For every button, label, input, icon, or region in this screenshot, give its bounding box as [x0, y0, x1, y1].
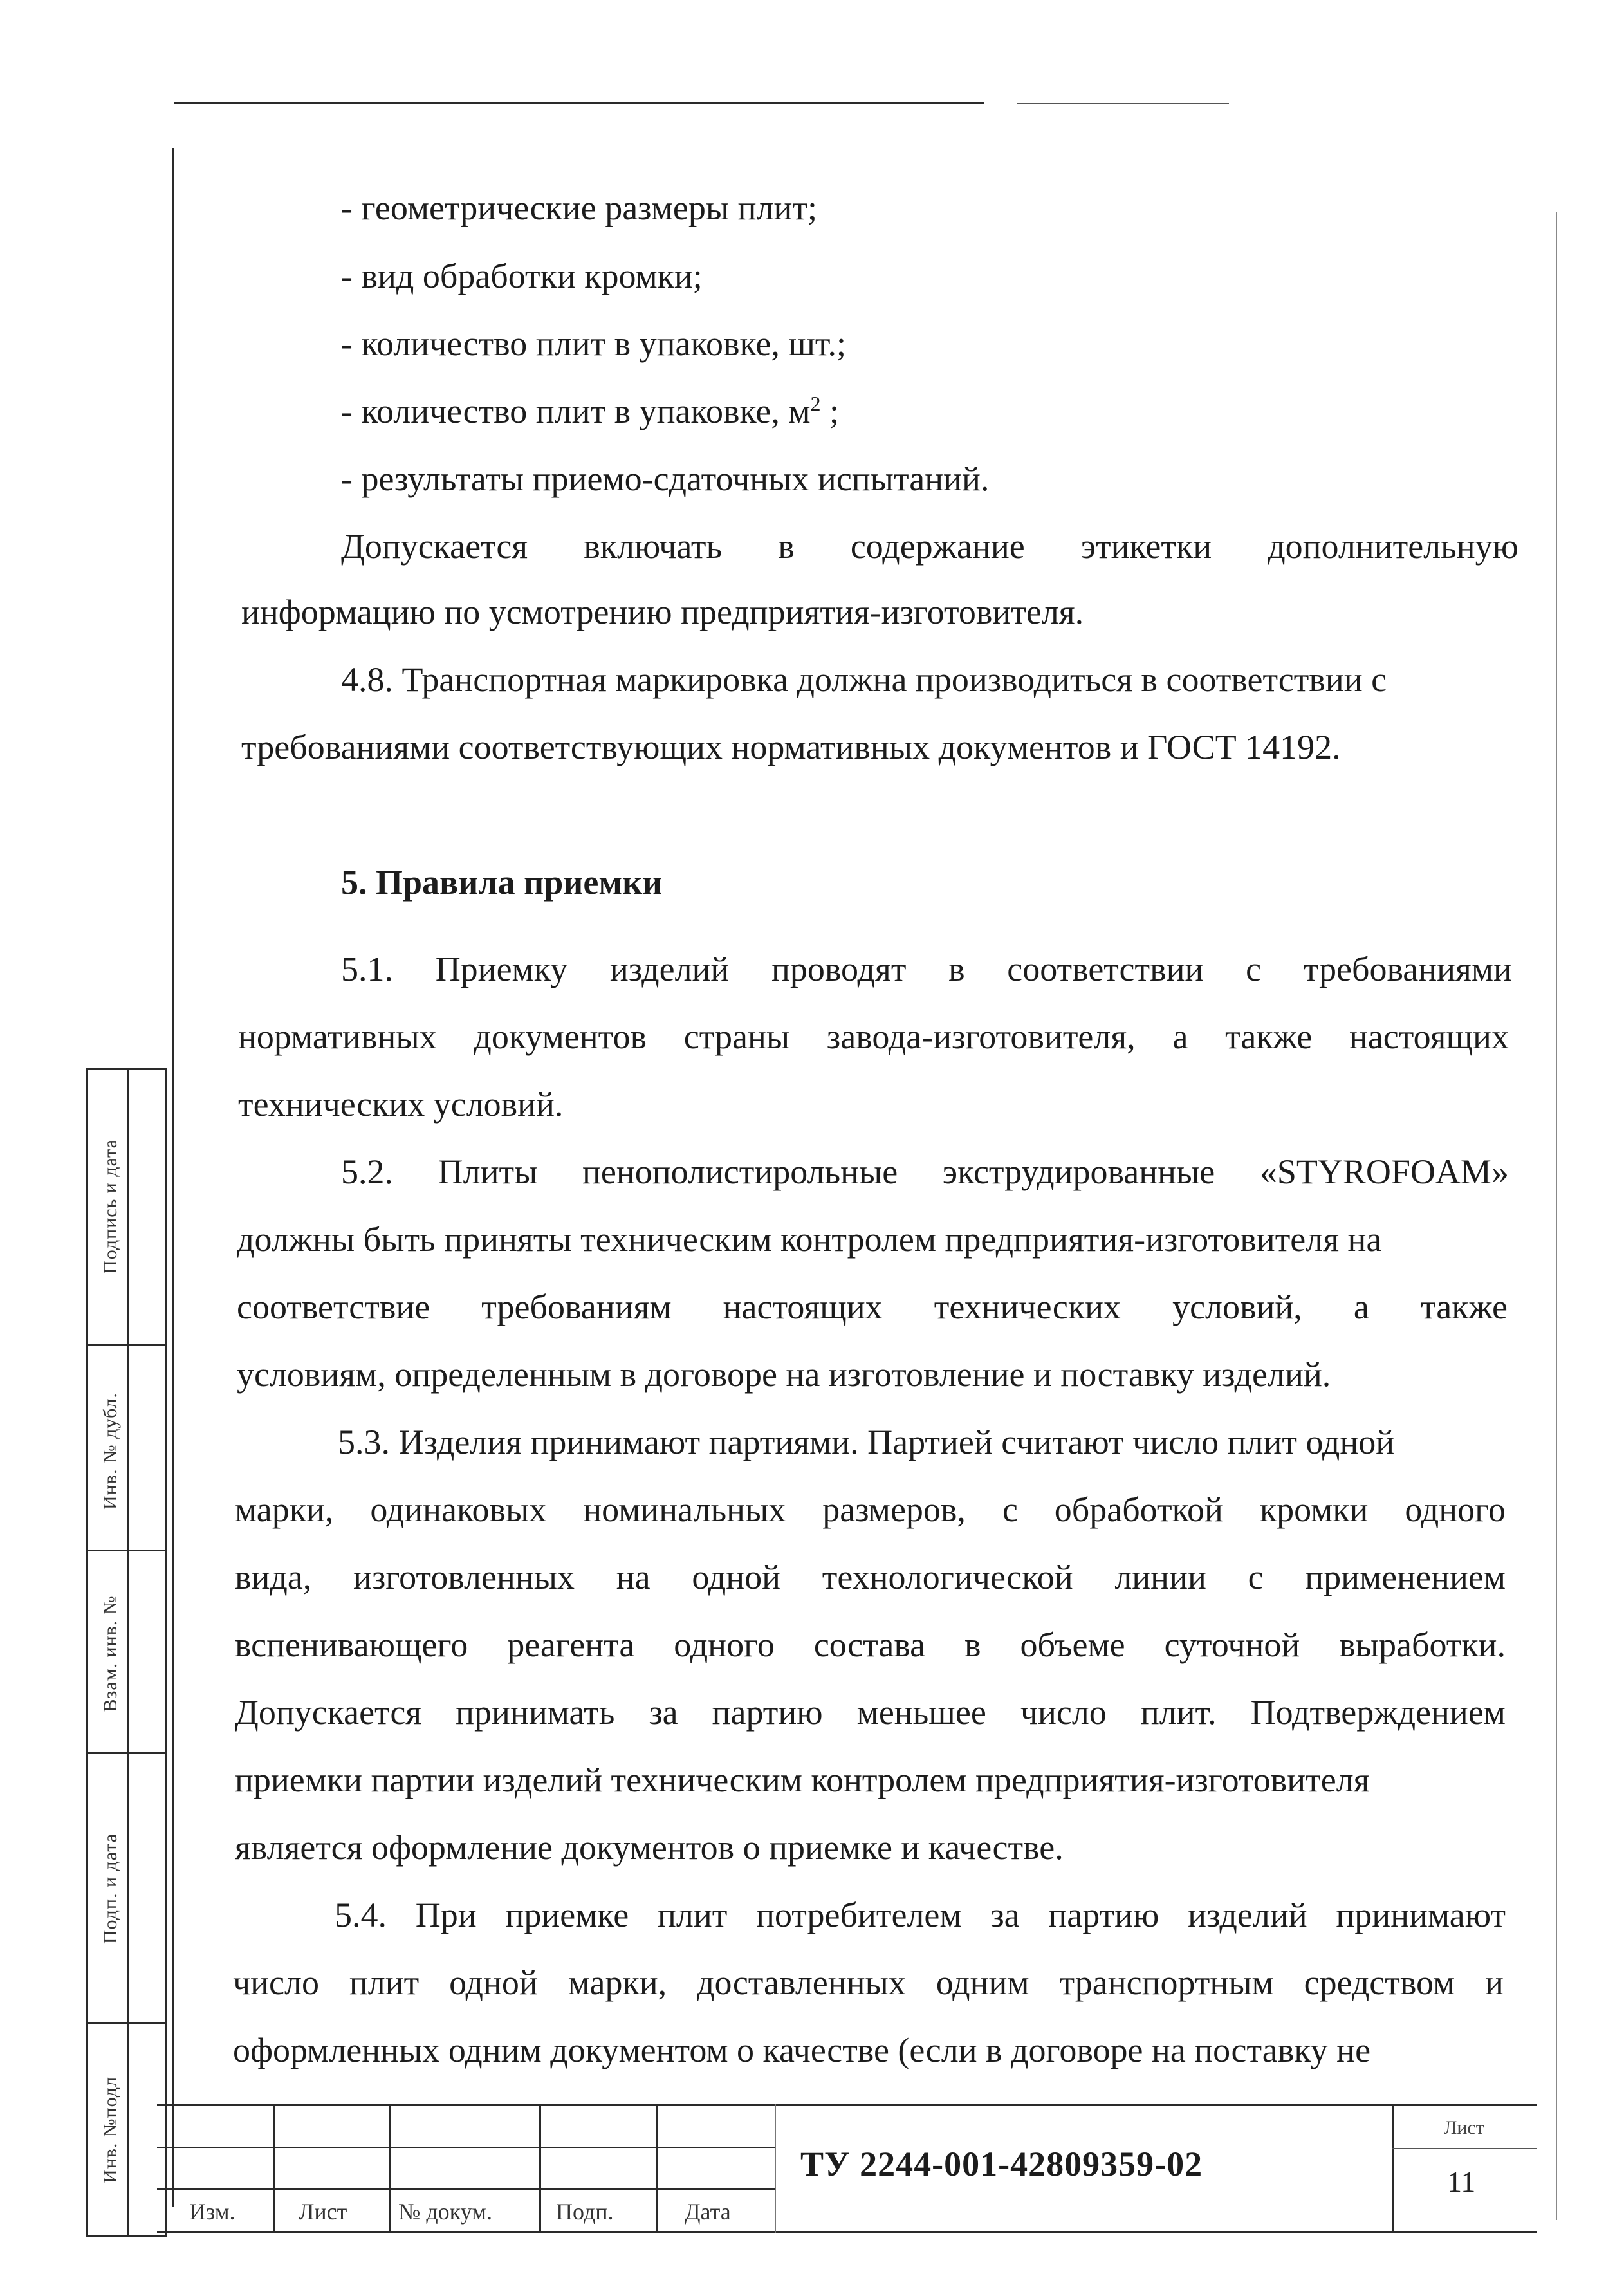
word: кромки [1259, 1490, 1369, 1529]
word: соответствии [1007, 950, 1204, 988]
word: Приемку [435, 950, 568, 988]
para-allow-line1 [341, 526, 1518, 566]
list-item-3: - количество плит в упаковке, шт.; [341, 324, 846, 363]
word: в [964, 1625, 981, 1664]
list-item-2: - вид обработки кромки; [341, 257, 703, 295]
word: требованиям [481, 1288, 672, 1326]
tb-col-sep [1392, 2104, 1394, 2233]
word: с [1246, 950, 1262, 988]
word: дополнительную [1268, 527, 1518, 566]
word: вспенивающего [235, 1625, 468, 1664]
word: Допускается [235, 1693, 422, 1732]
word: линии [1114, 1558, 1206, 1596]
tb-col-sheet: Лист [299, 2199, 347, 2225]
tb-row-sep [157, 2188, 775, 2190]
stamp-label-sign-date: Подпись и дата [100, 1139, 121, 1274]
word: в [778, 527, 795, 566]
word: а [1172, 1017, 1188, 1056]
word: 5.1. [341, 950, 393, 988]
stamp-sep [88, 1752, 165, 1754]
para-53-line2 [235, 1490, 1506, 1530]
word: Допускается [341, 527, 528, 566]
word: номинальных [583, 1490, 786, 1529]
tb-col-sep [389, 2104, 391, 2233]
tb-col-sep [775, 2104, 776, 2233]
list-item-1: - геометрические размеры плит; [341, 189, 817, 227]
word: этикетки [1080, 527, 1212, 566]
word: плит [349, 1963, 420, 2002]
word: настоящих [1349, 1017, 1509, 1056]
para-51-line2 [238, 1017, 1509, 1057]
word: за [990, 1896, 1020, 1934]
stamp-sep [88, 1550, 165, 1551]
section-title: 5. Правила приемки [341, 863, 663, 902]
word: требованиями [1303, 950, 1512, 988]
sheet-label: Лист [1444, 2117, 1484, 2138]
word: включать [584, 527, 723, 566]
word: изделий [609, 950, 730, 988]
word: марки, [567, 1963, 667, 2002]
word: соответствие [237, 1288, 430, 1326]
word: принимать [456, 1693, 615, 1732]
para-53-line7: является оформление документов о приемке и качестве. [235, 1828, 1064, 1867]
stamp-label-inv-dup: Инв. № дубл. [100, 1392, 121, 1510]
para-48-line1: 4.8. Транспортная маркировка должна производиться в соответствии с [341, 660, 1387, 699]
tb-sheet-sep [1392, 2148, 1537, 2149]
tb-col-doc-num: № докум. [398, 2199, 492, 2225]
para-53-line5 [235, 1692, 1506, 1732]
word: меньшее [856, 1693, 986, 1732]
title-block [157, 2104, 1537, 2233]
para-53-line3 [235, 1557, 1506, 1597]
word: обработкой [1054, 1490, 1223, 1529]
tb-bottom-border [157, 2231, 1537, 2233]
word: нормативных [238, 1017, 437, 1056]
list-item-5: - результаты приемо-сдаточных испытаний. [341, 459, 990, 498]
stamp-label-inv-orig: Инв. №подл [100, 2077, 121, 2183]
word: на [616, 1558, 651, 1596]
stamp-divider [127, 1070, 129, 2235]
para-54-line1 [335, 1895, 1506, 1935]
word: партию [712, 1693, 823, 1732]
word: за [649, 1693, 678, 1732]
word: одним [936, 1963, 1029, 2002]
tb-col-sep [656, 2104, 658, 2233]
sheet-number: 11 [1447, 2165, 1476, 2198]
word: одинаковых [370, 1490, 547, 1529]
word: размеров, [822, 1490, 966, 1529]
top-rule-right [1017, 103, 1229, 104]
para-52-line1 [341, 1152, 1509, 1192]
para-51-line1 [341, 949, 1512, 989]
word: число [233, 1963, 319, 2002]
word: «STYROFOAM» [1259, 1152, 1509, 1191]
para-53-line1: 5.3. Изделия принимают партиями. Партией считают число плит одной [338, 1423, 1395, 1461]
para-48-line2: требованиями соответствующих нормативных документов и ГОСТ 14192. [241, 728, 1341, 766]
word: изделий [1188, 1896, 1307, 1934]
word: объеме [1020, 1625, 1125, 1664]
para-52-line2: должны быть приняты техническим контролем предприятия-изготовителя на [237, 1220, 1382, 1259]
word: в [948, 950, 965, 988]
right-frame-line [1556, 212, 1557, 2220]
tb-col-date: Дата [685, 2199, 731, 2225]
word: принимают [1336, 1896, 1506, 1934]
word: также [1420, 1288, 1508, 1326]
left-frame-line [172, 148, 174, 2207]
word: партию [1048, 1896, 1159, 1934]
word: 5.4. [335, 1896, 387, 1934]
tb-row-sep [157, 2147, 775, 2148]
word: суточной [1164, 1625, 1300, 1664]
word: пенополистирольные [582, 1152, 898, 1191]
para-54-line2 [233, 1963, 1504, 2003]
para-51-line3: технических условий. [238, 1085, 564, 1124]
stamp-label-replace-inv: Взам. инв. № [100, 1595, 121, 1712]
stamp-sep [88, 2022, 165, 2024]
tb-col-sep [273, 2104, 275, 2233]
word: плит [658, 1896, 728, 1934]
word: средством [1304, 1963, 1455, 2002]
word: настоящих [723, 1288, 883, 1326]
tb-col-sep [539, 2104, 541, 2233]
para-53-line4 [235, 1625, 1506, 1665]
word: вида, [235, 1558, 312, 1596]
word: страны [683, 1017, 790, 1056]
word: одного [674, 1625, 775, 1664]
list-item-4-suffix: ; [820, 392, 840, 430]
word: содержание [850, 527, 1025, 566]
word: состава [813, 1625, 926, 1664]
stamp-label-sign-date-2: Подп. и дата [100, 1833, 121, 1945]
word: плит. [1140, 1693, 1217, 1732]
word: экструдированные [942, 1152, 1215, 1191]
word: потребителем [756, 1896, 962, 1934]
word: доставленных [697, 1963, 906, 2002]
document-code: ТУ 2244-001-42809359-02 [800, 2145, 1203, 2183]
word: технических [934, 1288, 1121, 1326]
word: 5.2. [341, 1152, 393, 1191]
word: реагента [507, 1625, 635, 1664]
para-53-line6: приемки партии изделий техническим контролем предприятия-изготовителя [235, 1761, 1370, 1799]
para-52-line4: условиям, определенным в договоре на изготовление и поставку изделий. [237, 1355, 1331, 1394]
word: выработки. [1339, 1625, 1506, 1664]
word: число [1020, 1693, 1107, 1732]
word: а [1353, 1288, 1369, 1326]
word: одного [1405, 1490, 1506, 1529]
tb-col-change: Изм. [189, 2199, 235, 2225]
word: При [415, 1896, 477, 1934]
word: также [1225, 1017, 1313, 1056]
word: Подтверждением [1250, 1693, 1506, 1732]
word: применением [1305, 1558, 1506, 1596]
tb-top-border [157, 2104, 1537, 2106]
superscript-2: 2 [810, 392, 821, 415]
word: проводят [771, 950, 907, 988]
stamp-sep [88, 1344, 165, 1346]
word: одной [449, 1963, 538, 2002]
word: одной [692, 1558, 781, 1596]
top-rule-left [174, 102, 984, 104]
tb-col-signature: Подп. [556, 2199, 614, 2225]
para-54-line3: оформленных одним документом о качестве (если в договоре на поставку не [233, 2031, 1371, 2069]
word: с [1248, 1558, 1264, 1596]
word: приемке [505, 1896, 629, 1934]
word: изготовленных [353, 1558, 575, 1596]
list-item-4 [341, 391, 839, 431]
word: с [1002, 1490, 1018, 1529]
word: условий, [1172, 1288, 1302, 1326]
para-52-line3 [237, 1287, 1508, 1327]
word: Плиты [438, 1152, 538, 1191]
para-allow-line2: информацию по усмотрению предприятия-изготовителя. [241, 593, 1084, 631]
word: завода-изготовителя, [826, 1017, 1136, 1056]
word: технологической [822, 1558, 1073, 1596]
stamp-column [86, 1068, 167, 2237]
word: марки, [235, 1490, 334, 1529]
word: транспортным [1059, 1963, 1274, 2002]
word: и [1485, 1963, 1504, 2002]
word: документов [474, 1017, 647, 1056]
list-item-4-text: - количество плит в упаковке, м [341, 392, 811, 430]
